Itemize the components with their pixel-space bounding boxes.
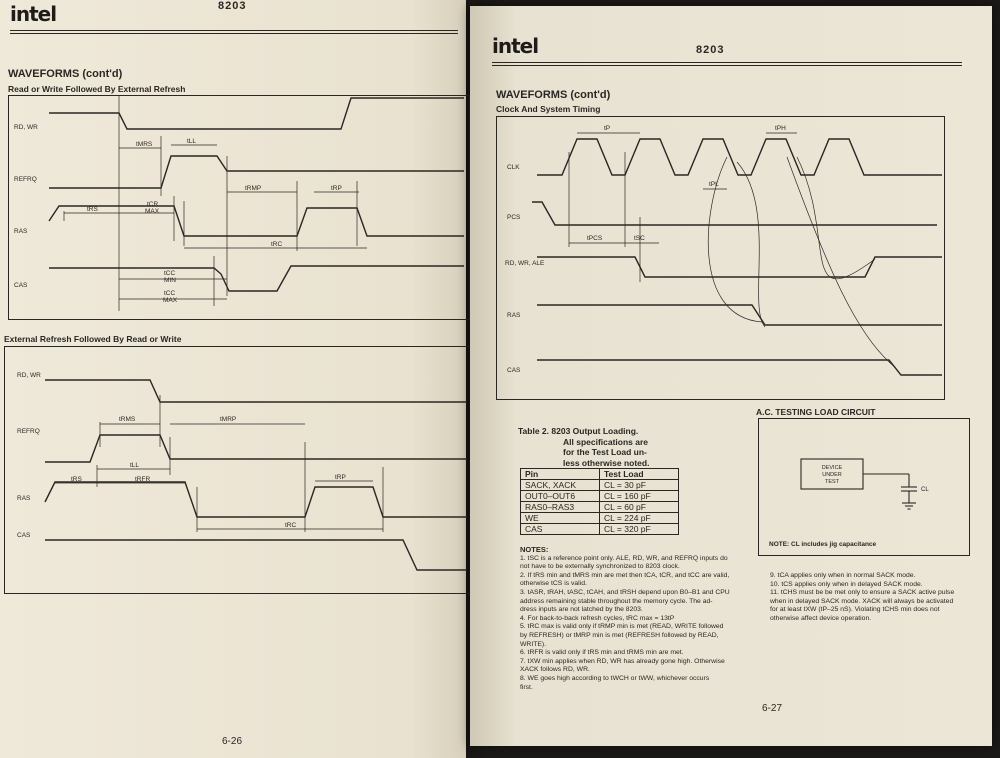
diagram2-title: External Refresh Followed By Read or Write bbox=[4, 334, 182, 344]
table-header-load: Test Load bbox=[600, 469, 679, 480]
svg-text:MIN: MIN bbox=[164, 277, 176, 284]
svg-text:tCC: tCC bbox=[164, 270, 176, 277]
svg-text:tRP: tRP bbox=[331, 185, 342, 192]
dut-label-line1: DEVICE bbox=[821, 465, 843, 471]
diagram2-waveforms bbox=[5, 347, 473, 593]
svg-text:RAS: RAS bbox=[17, 495, 31, 502]
svg-text:tRMP: tRMP bbox=[245, 185, 262, 192]
svg-text:PCS: PCS bbox=[507, 214, 521, 221]
table-header-pin: Pin bbox=[521, 469, 600, 480]
intel-logo: intel bbox=[10, 2, 57, 26]
svg-text:tRC: tRC bbox=[285, 522, 297, 529]
diagram2-frame bbox=[4, 346, 474, 594]
svg-text:tPL: tPL bbox=[709, 181, 719, 188]
ac-circuit-title: A.C. TESTING LOAD CIRCUIT bbox=[756, 407, 876, 417]
table-row: CAS CL = 320 pF bbox=[521, 524, 679, 535]
svg-text:tRFR: tRFR bbox=[135, 476, 151, 483]
table-caption: Table 2. 8203 Output Loading. All specifications are for the Test Load un- less otherwise noted. bbox=[518, 426, 650, 468]
svg-text:tP: tP bbox=[604, 125, 611, 132]
dut-label-line3: TEST bbox=[824, 479, 840, 485]
page-number: 6-26 bbox=[222, 736, 243, 747]
svg-text:tRS: tRS bbox=[87, 206, 98, 213]
timing-diagram-frame bbox=[496, 116, 945, 400]
output-loading-table bbox=[520, 468, 679, 535]
svg-text:RD, WR: RD, WR bbox=[17, 372, 41, 379]
svg-text:REFRQ: REFRQ bbox=[14, 176, 37, 183]
svg-text:CAS: CAS bbox=[507, 367, 521, 374]
table-row: OUT0–OUT6 CL = 160 pF bbox=[521, 491, 679, 502]
svg-text:RD, WR: RD, WR bbox=[14, 124, 38, 131]
svg-text:tSC: tSC bbox=[634, 235, 645, 242]
svg-text:tRC: tRC bbox=[271, 241, 283, 248]
ac-circuit-schematic bbox=[759, 419, 969, 555]
page-number: 6-27 bbox=[762, 703, 783, 714]
svg-text:tPCS: tPCS bbox=[587, 235, 603, 242]
diagram1-waveforms bbox=[9, 96, 469, 319]
svg-text:RAS: RAS bbox=[507, 312, 521, 319]
svg-text:tRS: tRS bbox=[71, 476, 82, 483]
capacitor-label: CL bbox=[921, 487, 929, 493]
svg-text:MAX: MAX bbox=[145, 208, 160, 215]
svg-text:REFRQ: REFRQ bbox=[17, 428, 40, 435]
dut-label-line2: UNDER bbox=[822, 472, 842, 478]
svg-text:tLL: tLL bbox=[130, 462, 140, 469]
svg-text:tPH: tPH bbox=[775, 125, 786, 132]
timing-diagram-waveforms bbox=[497, 117, 944, 399]
table-row: SACK, XACK CL = 30 pF bbox=[521, 480, 679, 491]
svg-text:tLL: tLL bbox=[187, 138, 197, 145]
svg-text:CAS: CAS bbox=[14, 282, 28, 289]
svg-text:tMRS: tMRS bbox=[136, 141, 153, 148]
part-number-header: 8203 bbox=[696, 44, 725, 56]
diagram-title: Clock And System Timing bbox=[496, 104, 601, 114]
part-number-header: 8203 bbox=[218, 0, 247, 12]
svg-text:tRP: tRP bbox=[335, 474, 346, 481]
svg-text:RD, WR, ALE: RD, WR, ALE bbox=[505, 260, 545, 267]
svg-text:tCC: tCC bbox=[164, 290, 176, 297]
notes-block-right: 9. tCA applies only when in normal SACK mode. 10. tCS applies only when in delayed SACK mode. 11. tCHS must be be met only to ensure a SACK active pulse when in delayed SACK mode. XACK will always be activated for at least tXW (tP–25 nS). Violating tCHS min does not otherwise affect device operation. bbox=[770, 572, 955, 622]
ac-circuit-frame bbox=[758, 418, 970, 556]
notes-block: NOTES: 1. tSC is a reference point only. ALE, RD, WR, and REFRQ inputs do not have to be externally synchronized to 8203 clock. 2. If tRS min and tMRS min are met then tCA, tCR, and tCC are valid, otherwise tCS is valid. 3. tASR, tRAH, tASC, tCAH, and tRSH depend upon B0–B1 and CPU address remaining stable throughout the memory cycle. The ad- dress inputs are not latched by the 8203. 4. For back-to-back refresh cycles, tRC max = 13tP 5. tRC max is valid only if tRMP min is met (READ, WRITE followed by REFRESH) or tMRP min is met (REFRESH followed by READ, WRITE). 6. tRFR is valid only if tRS min and tRMS min are met. 7. tXW min applies when RD, WR has already gone high. Otherwise XACK follows RD, WR. 8. WE goes high according to tWCH or tWW, whichever occurs first. bbox=[520, 545, 730, 691]
svg-text:tCR: tCR bbox=[147, 201, 159, 208]
svg-text:CAS: CAS bbox=[17, 532, 31, 539]
section-title: WAVEFORMS (cont'd) bbox=[496, 89, 611, 101]
table-row: RAS0–RAS3 CL = 60 pF bbox=[521, 502, 679, 513]
diagram1-frame bbox=[8, 95, 470, 320]
svg-text:RAS: RAS bbox=[14, 228, 28, 235]
left-page bbox=[0, 0, 466, 758]
section-title: WAVEFORMS (cont'd) bbox=[8, 68, 123, 80]
diagram1-title: Read or Write Followed By External Refresh bbox=[8, 84, 186, 94]
right-page bbox=[470, 6, 992, 746]
ac-circuit-note: NOTE: CL includes jig capacitance bbox=[769, 541, 877, 548]
svg-text:CLK: CLK bbox=[507, 164, 520, 171]
notes-title: NOTES: bbox=[520, 545, 549, 554]
intel-logo: intel bbox=[492, 34, 539, 58]
table-row: WE CL = 224 pF bbox=[521, 513, 679, 524]
svg-text:tRMS: tRMS bbox=[119, 416, 136, 423]
svg-text:MAX: MAX bbox=[163, 297, 178, 304]
svg-text:tMRP: tMRP bbox=[220, 416, 237, 423]
